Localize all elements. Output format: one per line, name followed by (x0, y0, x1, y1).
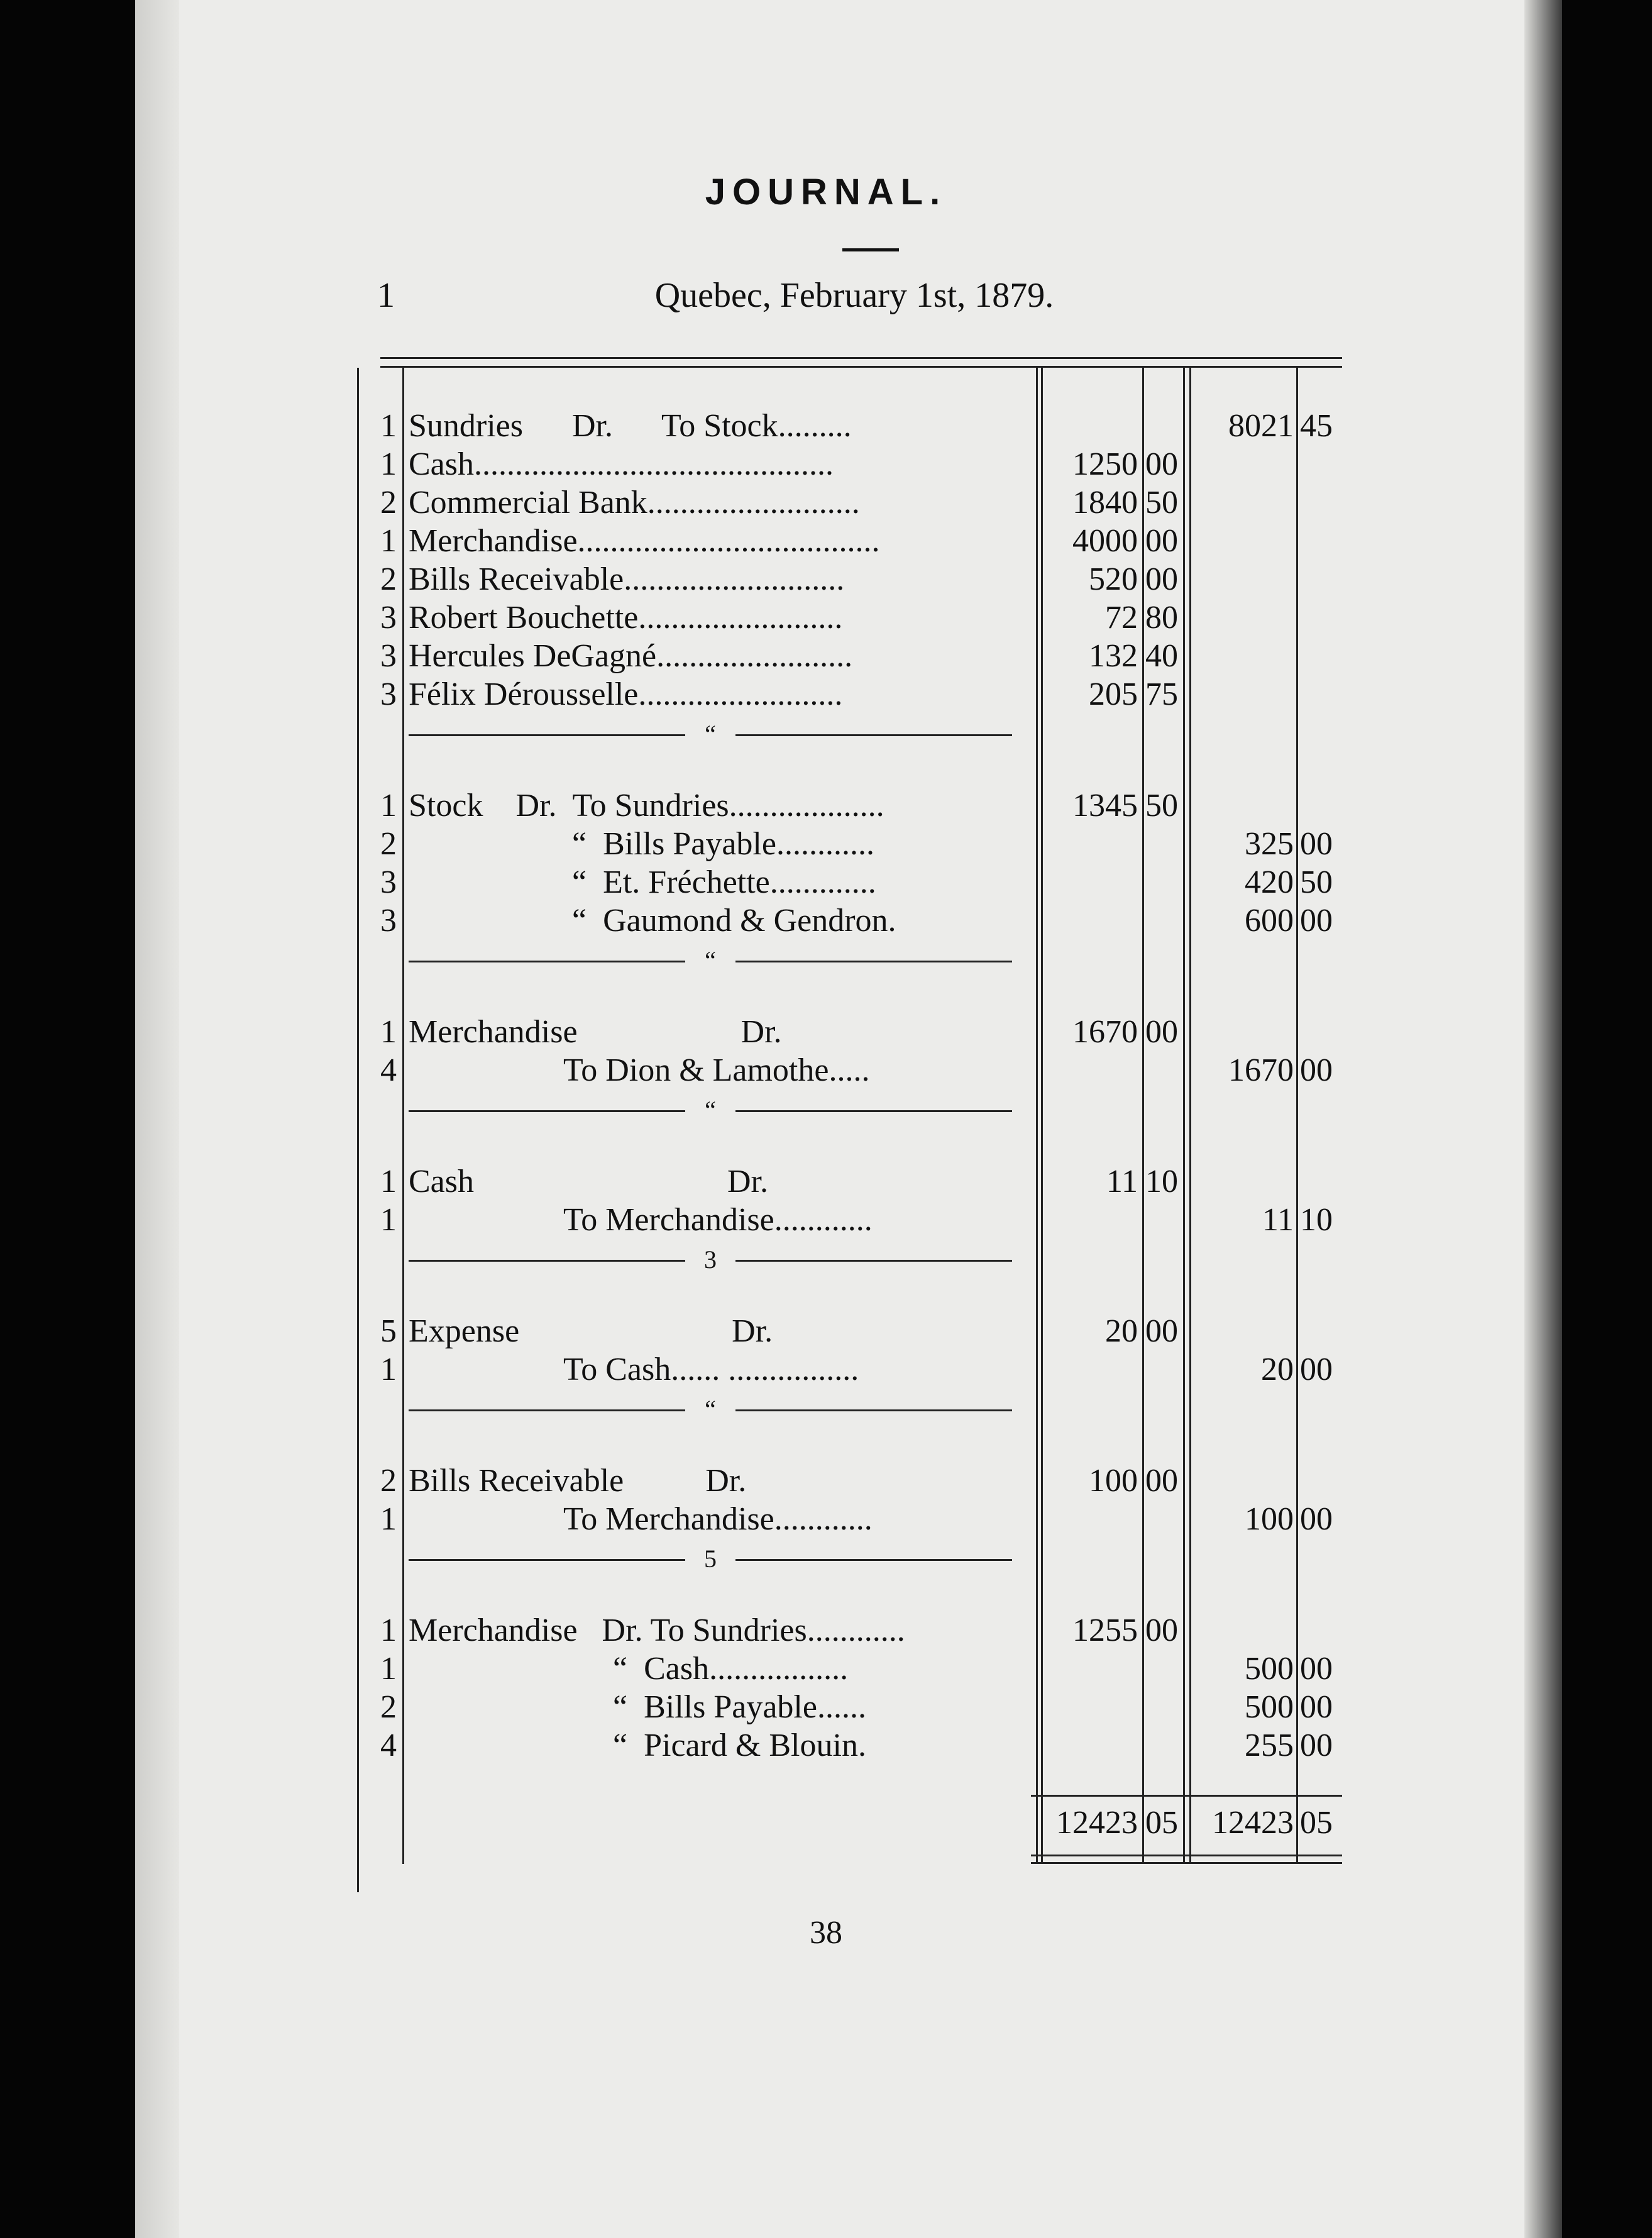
journal-row (0, 407, 1652, 445)
credit-cents: 50 (1300, 864, 1333, 900)
debit-cents: 50 (1145, 485, 1178, 521)
journal-row (0, 1163, 1652, 1201)
separator-label: 3 (704, 1245, 717, 1274)
entry-text: Expense Dr. (409, 1313, 773, 1349)
debit-dollars: 205 (1089, 676, 1138, 712)
separator-label: “ (705, 946, 716, 974)
folio-number: 5 (380, 1313, 397, 1349)
entry-text: Merchandise..................................... (409, 523, 880, 559)
debit-cents: 00 (1145, 1313, 1178, 1349)
folio-number: 3 (380, 638, 397, 674)
journal-row (0, 522, 1652, 560)
debit-cents: 40 (1145, 638, 1178, 674)
debit-cents: 00 (1145, 523, 1178, 559)
debit-dollars: 1345 (1072, 788, 1138, 824)
entry-text: “ Gaumond & Gendron. (409, 903, 896, 939)
journal-row (0, 1612, 1652, 1650)
credit-dollars: 500 (1245, 1689, 1294, 1725)
folio-number: 2 (380, 1689, 397, 1725)
journal-row (0, 1727, 1652, 1765)
credit-dollars: 500 (1245, 1651, 1294, 1687)
credit-cents: 10 (1300, 1202, 1333, 1238)
entry-text: Bills Receivable Dr. (409, 1463, 747, 1499)
separator-label: “ (705, 1395, 716, 1423)
debit-cents: 75 (1145, 676, 1178, 712)
entry-text: To Dion & Lamothe..... (409, 1052, 870, 1088)
journal-row (0, 787, 1652, 825)
entry-text: “ Cash................. (409, 1651, 849, 1687)
debit-dollars: 1840 (1072, 485, 1138, 521)
date-separator (409, 1391, 1012, 1428)
credit-dollars: 325 (1245, 826, 1294, 862)
total-double-rule (1031, 1862, 1342, 1864)
folio-number: 1 (380, 1651, 397, 1687)
date-separator (409, 942, 1012, 979)
credit-cents: 00 (1300, 1651, 1333, 1687)
debit-dollars: 4000 (1072, 523, 1138, 559)
debit-cents: 00 (1145, 561, 1178, 597)
credit-cents: 00 (1300, 1501, 1333, 1537)
folio-number: 3 (380, 600, 397, 636)
journal-row (0, 864, 1652, 901)
folio-number: 2 (380, 1463, 397, 1499)
folio-number: 1 (380, 788, 397, 824)
credit-dollars: 255 (1245, 1728, 1294, 1763)
journal-row (0, 599, 1652, 637)
credit-dollars: 20 (1261, 1352, 1294, 1387)
journal-row (0, 1313, 1652, 1350)
journal-row (0, 676, 1652, 714)
folio-number: 4 (380, 1728, 397, 1763)
header-rule (380, 366, 1342, 368)
entry-text: To Cash...... ................ (409, 1352, 859, 1387)
folio-number: 1 (380, 1164, 397, 1199)
date-separator (409, 715, 1012, 753)
total-debit-dollars: 12423 (1056, 1805, 1138, 1841)
debit-dollars: 100 (1089, 1463, 1138, 1499)
total-credit-dollars: 12423 (1212, 1805, 1294, 1841)
entry-text: Félix Dérousselle......................... (409, 676, 843, 712)
totals-row (0, 1804, 1652, 1842)
entry-text: “ Picard & Blouin. (409, 1728, 866, 1763)
journal-row (0, 825, 1652, 863)
credit-dollars: 11 (1262, 1202, 1294, 1238)
credit-dollars: 1670 (1228, 1052, 1294, 1088)
total-rule (1031, 1795, 1342, 1797)
journal-row (0, 1201, 1652, 1239)
dateline: Quebec, February 1st, 1879. (654, 276, 1054, 315)
folio-number: 1 (380, 408, 397, 444)
entry-text: “ Bills Payable...... (409, 1689, 866, 1725)
entry-text: Merchandise Dr. (409, 1014, 782, 1050)
total-debit-cents: 05 (1145, 1805, 1178, 1841)
journal-row (0, 1650, 1652, 1688)
folio-number: 4 (380, 1052, 397, 1088)
debit-dollars: 72 (1105, 600, 1138, 636)
folio-number: 1 (380, 1612, 397, 1648)
header-rule (380, 357, 1342, 359)
credit-cents: 00 (1300, 1352, 1333, 1387)
journal-row (0, 902, 1652, 940)
entry-text: To Merchandise............ (409, 1202, 873, 1238)
entry-text: To Merchandise............ (409, 1501, 873, 1537)
entry-text: Cash............................................ (409, 446, 834, 482)
journal-row (0, 1462, 1652, 1500)
total-credit-cents: 05 (1300, 1805, 1333, 1841)
journal-row (0, 1013, 1652, 1051)
credit-cents: 00 (1300, 1689, 1333, 1725)
page-binding (135, 0, 179, 2238)
debit-cents: 80 (1145, 600, 1178, 636)
entry-text: Robert Bouchette......................... (409, 600, 843, 636)
journal-row (0, 1052, 1652, 1089)
date-separator (409, 1241, 1012, 1279)
folio-number: 1 (380, 1352, 397, 1387)
folio-number: 1 (380, 523, 397, 559)
folio-number: 2 (380, 561, 397, 597)
journal-row (0, 1501, 1652, 1538)
entry-text: “ Et. Fréchette............. (409, 864, 876, 900)
debit-cents: 00 (1145, 1014, 1178, 1050)
debit-cents: 10 (1145, 1164, 1178, 1199)
page-title: JOURNAL. (705, 172, 947, 212)
journal-row (0, 1689, 1652, 1726)
separator-label: “ (705, 720, 716, 748)
debit-cents: 00 (1145, 1612, 1178, 1648)
credit-dollars: 8021 (1228, 408, 1294, 444)
entry-text: Commercial Bank.......................... (409, 485, 860, 521)
folio-number: 1 (380, 1202, 397, 1238)
credit-cents: 00 (1300, 826, 1333, 862)
credit-cents: 00 (1300, 1052, 1333, 1088)
debit-dollars: 132 (1089, 638, 1138, 674)
journal-row (0, 561, 1652, 598)
title-rule (842, 248, 899, 251)
credit-dollars: 100 (1245, 1501, 1294, 1537)
credit-cents: 45 (1300, 408, 1333, 444)
folio-number: 1 (380, 1014, 397, 1050)
debit-dollars: 520 (1089, 561, 1138, 597)
debit-dollars: 1250 (1072, 446, 1138, 482)
page-edge (1524, 0, 1562, 2238)
entry-text: Bills Receivable........................... (409, 561, 845, 597)
debit-dollars: 11 (1106, 1164, 1138, 1199)
separator-label: 5 (704, 1545, 717, 1573)
entry-text: Stock Dr. To Sundries................... (409, 788, 884, 824)
journal-row (0, 446, 1652, 483)
date-separator (409, 1091, 1012, 1129)
debit-dollars: 1670 (1072, 1014, 1138, 1050)
debit-dollars: 20 (1105, 1313, 1138, 1349)
folio-number: 3 (380, 903, 397, 939)
folio-number: 1 (380, 446, 397, 482)
debit-cents: 50 (1145, 788, 1178, 824)
journal-row (0, 637, 1652, 675)
entry-text: Cash Dr. (409, 1164, 768, 1199)
entry-text: Sundries Dr. To Stock......... (409, 408, 852, 444)
date-separator (409, 1540, 1012, 1578)
folio-number: 2 (380, 826, 397, 862)
debit-dollars: 1255 (1072, 1612, 1138, 1648)
debit-cents: 00 (1145, 446, 1178, 482)
folio-number: 2 (380, 485, 397, 521)
separator-label: “ (705, 1096, 716, 1124)
credit-dollars: 420 (1245, 864, 1294, 900)
debit-cents: 00 (1145, 1463, 1178, 1499)
entry-text: Hercules DeGagné........................ (409, 638, 853, 674)
entry-text: Merchandise Dr. To Sundries............ (409, 1612, 905, 1648)
page-number: 38 (810, 1915, 842, 1951)
credit-cents: 00 (1300, 903, 1333, 939)
journal-page-ref: 1 (377, 276, 395, 315)
total-double-rule (1031, 1855, 1342, 1856)
folio-number: 3 (380, 676, 397, 712)
credit-cents: 00 (1300, 1728, 1333, 1763)
folio-number: 1 (380, 1501, 397, 1537)
journal-row (0, 1351, 1652, 1389)
journal-row (0, 484, 1652, 522)
folio-number: 3 (380, 864, 397, 900)
credit-dollars: 600 (1245, 903, 1294, 939)
entry-text: “ Bills Payable............ (409, 826, 874, 862)
